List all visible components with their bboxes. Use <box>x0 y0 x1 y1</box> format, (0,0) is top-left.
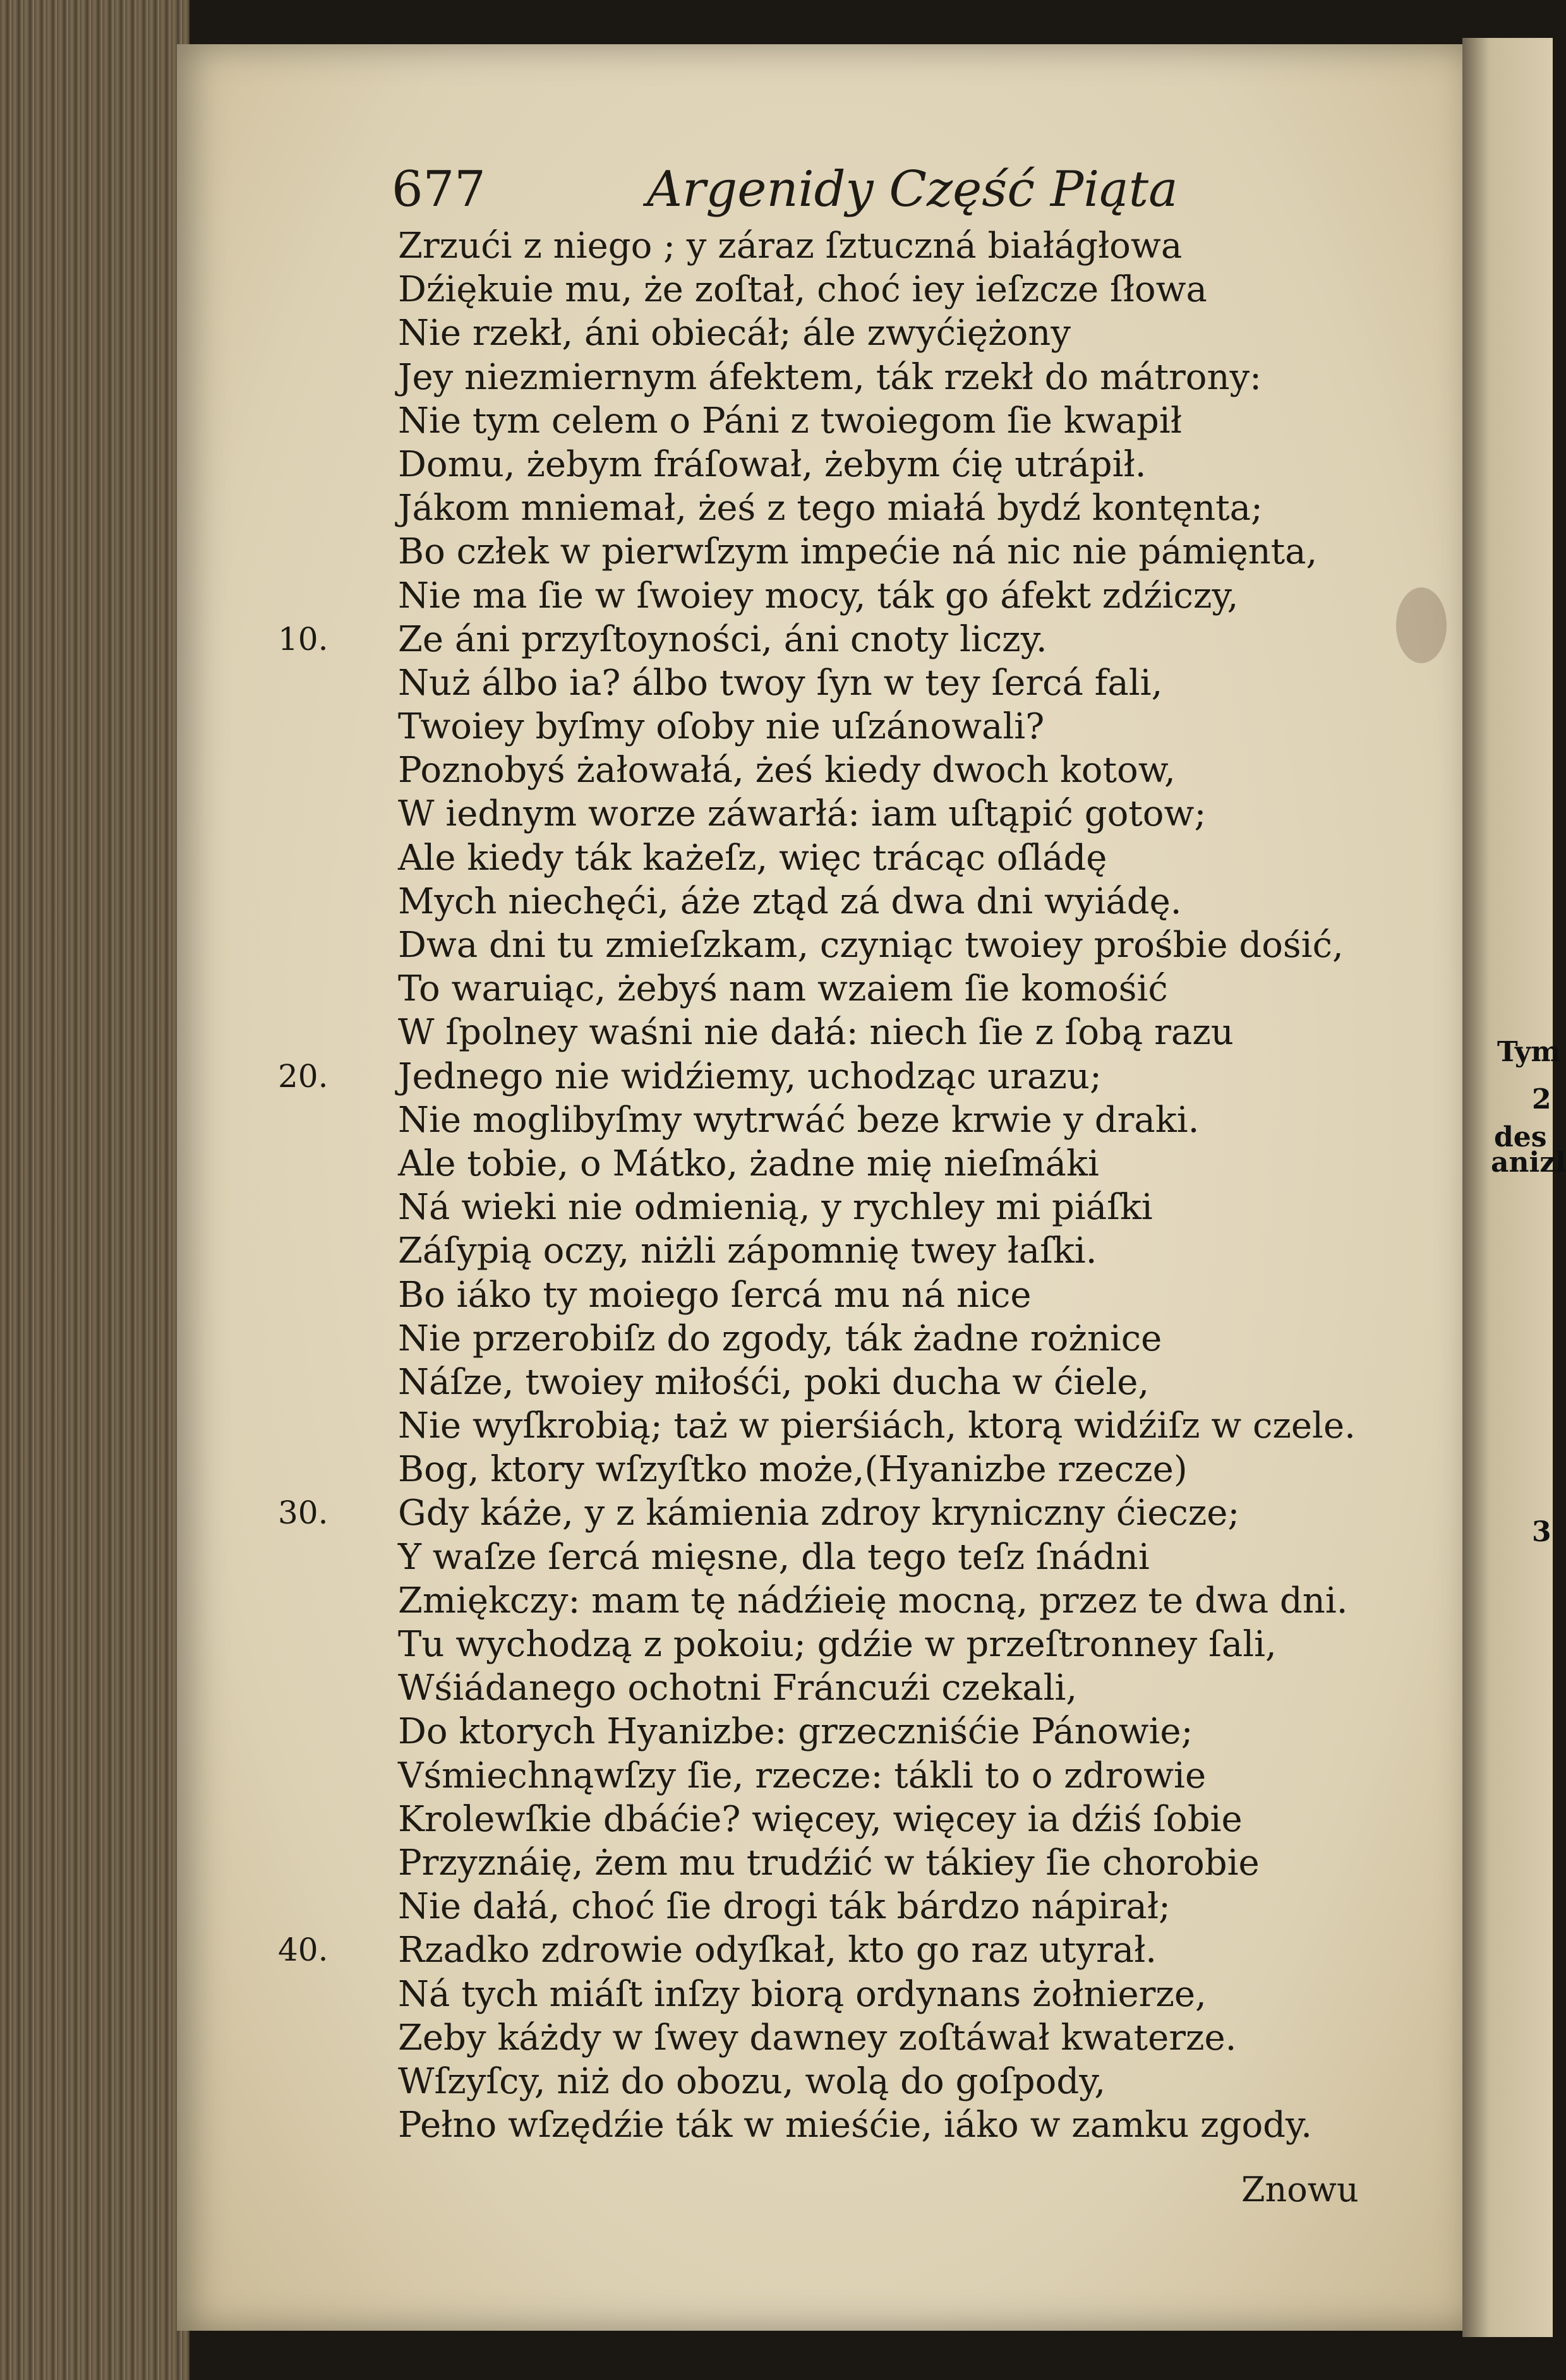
poem-text <box>278 224 1421 2147</box>
verse-line-text: Pełno wſzędźie ták w mieśćie, iáko w zamku zgody. <box>398 2105 1313 2146</box>
verse-line-text: Bo iáko ty moiego ſercá mu ná nice <box>398 1274 1032 1316</box>
verse-line <box>398 923 1421 967</box>
verse-line-text: Vśmiechnąwſzy ſie, rzecze: tákli to o zdrowie <box>398 1755 1207 1796</box>
facing-page-word: des <box>1494 1121 1547 1153</box>
verse-line <box>398 1579 1421 1623</box>
verse-line <box>398 1229 1421 1273</box>
line-number: 40. <box>278 1932 328 1969</box>
verse-line-text: Krolewſkie dbáćie? więcey, więcey ia dźiś ſobie <box>398 1798 1243 1840</box>
verse-line <box>398 574 1421 618</box>
facing-page-word: 2 <box>1532 1083 1551 1115</box>
verse-line <box>398 967 1421 1011</box>
verse-line <box>398 792 1421 836</box>
line-number: 30. <box>278 1494 328 1532</box>
verse-line <box>398 1273 1421 1317</box>
verse-line <box>278 1928 1421 1972</box>
page-header <box>392 161 1178 218</box>
verse-line <box>398 1317 1421 1361</box>
verse-line <box>398 443 1421 486</box>
page-number: 677 <box>392 161 486 218</box>
verse-line <box>398 1841 1421 1885</box>
book-edge <box>0 0 190 2380</box>
verse-line-text: Náſze, twoiey miłośći, poki ducha w ćiele, <box>398 1361 1150 1403</box>
verse-line <box>398 705 1421 748</box>
verse-line-text: Zeby káżdy w ſwey dawney zoſtáwał kwaterze. <box>398 2017 1237 2058</box>
verse-line-text: Ale kiedy ták każeſz, więc trácąc oſládę <box>398 837 1107 879</box>
verse-line <box>398 1098 1421 1142</box>
verse-line <box>398 1754 1421 1798</box>
verse-line <box>398 1448 1421 1491</box>
verse-line-text: Wſzyſcy, niż do obozu, wolą do goſpody, <box>398 2060 1106 2102</box>
verse-line-text: Nie wyſkrobią; taż w pierśiách, ktorą widźiſz w czele. <box>398 1405 1356 1447</box>
facing-page-number: 3 <box>1532 1516 1551 1548</box>
facing-page-word: anizl <box>1491 1146 1566 1179</box>
verse-line <box>398 399 1421 443</box>
verse-line <box>398 1186 1421 1229</box>
facing-page-edge <box>1462 38 1553 2337</box>
facing-page-word: Tym <box>1497 1036 1561 1068</box>
verse-line-text: Dwa dni tu zmieſzkam, czyniąc twoiey prośbie dośić, <box>398 925 1344 966</box>
verse-line-text: Bo człek w pierwſzym impećie ná nic nie pámięnta, <box>398 531 1318 573</box>
verse-line-text: Ná wieki nie odmienią, y rychley mi piáſki <box>398 1187 1153 1229</box>
verse-line <box>398 1361 1421 1404</box>
verse-line <box>398 1011 1421 1054</box>
verse-line <box>278 1491 1421 1535</box>
verse-line-text: Mych niechęći, áże ztąd zá dwa dni wyiádę. <box>398 880 1182 922</box>
verse-line-text: Jey niezmiernym áfektem, ták rzekł do mátrony: <box>398 356 1262 398</box>
verse-line-text: Záſypią oczy, niżli zápomnię twey łaſki. <box>398 1230 1097 1272</box>
verse-line-text: Wśiádanego ochotni Fráncuźi czekali, <box>398 1668 1078 1709</box>
verse-line-text: Tu wychodzą z pokoiu; gdźie w przeſtronney ſali, <box>398 1624 1277 1665</box>
line-number: 20. <box>278 1057 328 1095</box>
verse-line-text: Domu, żebym fráſował, żebym ćię utrápił. <box>398 443 1147 485</box>
verse-line-text: Bog, ktory wſzyſtko może,(Hyanizbe rzecze) <box>398 1449 1188 1491</box>
verse-line <box>398 2016 1421 2060</box>
verse-line <box>398 1973 1421 2016</box>
verse-line-text: Nuż álbo ia? álbo twoy ſyn w tey ſercá fali, <box>398 662 1163 704</box>
verse-line <box>398 880 1421 923</box>
verse-line-text: W iednym worze záwarłá: iam uſtąpić gotow; <box>398 793 1207 835</box>
verse-line <box>278 618 1421 661</box>
verse-line <box>398 1666 1421 1710</box>
verse-line <box>398 1142 1421 1186</box>
verse-line-text: Nie ma ſie w ſwoiey mocy, ták go áfekt zdźiczy, <box>398 575 1239 616</box>
verse-line-text: Gdy káże, y z kámienia zdroy kryniczny ćiecze; <box>398 1493 1240 1534</box>
verse-line <box>278 1055 1421 1098</box>
verse-line-text: Nie rzekł, áni obiecáł; ále zwyćiężony <box>398 313 1071 354</box>
verse-line-text: Przyznáię, żem mu trudźić w tákiey ſie chorobie <box>398 1842 1260 1884</box>
verse-line-text: Nie przerobiſz do zgody, ták żadne rożnice <box>398 1318 1162 1359</box>
verse-line <box>398 224 1421 268</box>
catchword: Znowu <box>1241 2170 1359 2209</box>
verse-line-text: Ale tobie, o Mátko, żadne mię nieſmáki <box>398 1143 1099 1184</box>
verse-line-text: Dźiękuie mu, że zoſtał, choć iey ieſzcze ſłowa <box>398 269 1207 311</box>
verse-line-text: To waruiąc, żebyś nam wzaiem ſie komośić <box>398 968 1168 1010</box>
running-title: Argenidy Część Piąta <box>646 161 1178 218</box>
verse-line <box>398 1798 1421 1841</box>
verse-line <box>398 268 1421 311</box>
verse-line-text: Poznobyś żałowałá, żeś kiedy dwoch kotow, <box>398 750 1176 791</box>
verse-line <box>398 2103 1421 2147</box>
verse-line-text: Zmiękczy: mam tę nádźieię mocną, przez te dwa dni. <box>398 1580 1348 1621</box>
verse-line-text: Nie dałá, choć ſie drogi ták bárdzo nápirał; <box>398 1886 1171 1928</box>
verse-line <box>398 356 1421 399</box>
verse-line <box>398 836 1421 880</box>
verse-line-text: W ſpolney waśni nie dałá: niech ſie z ſobą razu <box>398 1012 1234 1054</box>
verse-line <box>398 2060 1421 2103</box>
verse-line-text: Do ktorych Hyanizbe: grzeczniśćie Pánowie; <box>398 1711 1193 1753</box>
verse-line-text: Rzadko zdrowie odyſkał, kto go raz utyrał. <box>398 1930 1157 1971</box>
verse-line <box>398 486 1421 530</box>
verse-line-text: Ze áni przyſtoyności, áni cnoty liczy. <box>398 618 1047 660</box>
verse-line <box>398 1885 1421 1928</box>
verse-line-text: Jednego nie widźiemy, uchodząc urazu; <box>398 1055 1102 1097</box>
line-number: 10. <box>278 620 328 658</box>
verse-line <box>398 311 1421 355</box>
verse-line-text: Ná tych miáſt inſzy biorą ordynans żołnierze, <box>398 1973 1207 2015</box>
verse-line-text: Nie moglibyſmy wytrwáć beze krwie y draki. <box>398 1099 1200 1141</box>
verse-line <box>398 1536 1421 1579</box>
verse-line <box>398 530 1421 574</box>
verse-line-text: Jákom mniemał, żeś z tego miałá bydź kontęnta; <box>398 488 1263 529</box>
verse-line-text: Zrzući z niego ; y záraz ſztuczná białágłowa <box>398 225 1183 267</box>
verse-line <box>398 1404 1421 1448</box>
verse-line <box>398 661 1421 705</box>
verse-line <box>398 1623 1421 1666</box>
verse-line-text: Nie tym celem o Páni z twoiegom ſie kwapił <box>398 400 1182 442</box>
verse-line <box>398 748 1421 792</box>
verse-line-text: Y waſze ſercá mięsne, dla tego teſz ſnádni <box>398 1536 1150 1578</box>
verse-line <box>398 1710 1421 1753</box>
verse-line-text: Twoiey byſmy oſoby nie uſzánowali? <box>398 706 1045 748</box>
